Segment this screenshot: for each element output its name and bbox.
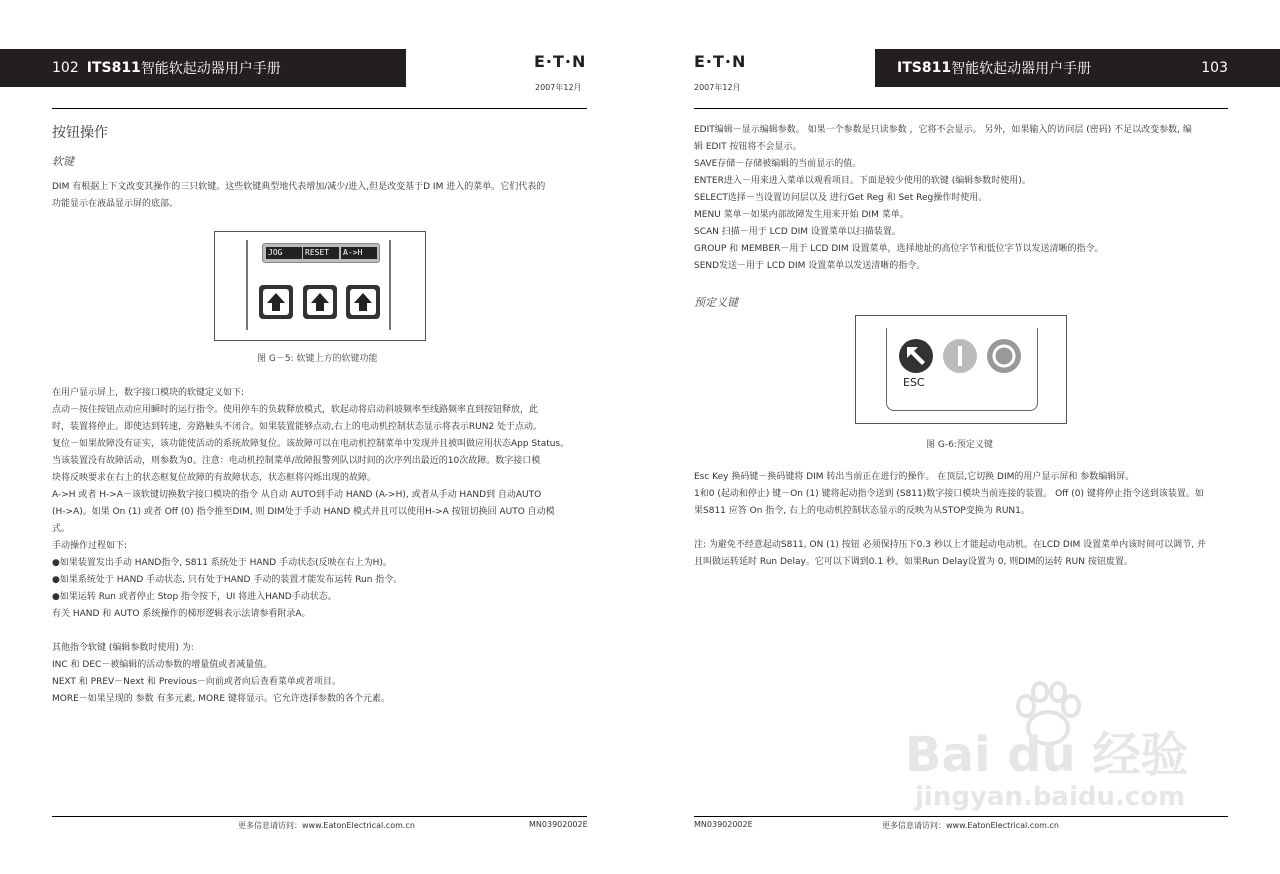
up-arrow-icon — [309, 291, 331, 313]
left-body — [52, 385, 569, 708]
body-line: 块将反映要求在右上的状态框复位故障的有故障状态，状态框将闪烁出现的故障。 — [52, 473, 377, 483]
softkey-2 — [303, 285, 337, 319]
right-sub-title: 预定义键 — [694, 296, 738, 309]
body-line: 注: 为避免不经意起动S811, ON (1) 按钮 必须保持压下0.3 秒以上才能起动电动机。在LCD DIM 设置菜单内该时间可以调节, 并 — [694, 540, 1206, 550]
left-page-number: 102 — [52, 60, 79, 76]
body-line: 式。 — [52, 524, 71, 534]
body-line: SELECT选择－当设置访问层以及 进行Get Reg 和 Set Reg操作时使用。 — [694, 193, 988, 203]
body-line: SAVE存储－存储被编辑的当前显示的值。 — [694, 159, 862, 169]
left-header-rule — [52, 108, 587, 109]
body-line: 1和0 (起动和停止) 键－On (1) 键将起动指令送到 (S811)数字接口模块当前连接的装置。 Off (0) 键将停止指令送到该装置。如 — [694, 489, 1204, 499]
esc-key-icon — [898, 338, 934, 374]
body-line: ENTER进入－用来进入菜单以观看项目。下面是较少使用的软键 (编辑参数时使用)。 — [694, 176, 1031, 186]
left-footer-doc-number: MN03902002E — [529, 820, 588, 829]
body-line: 果S811 应答 On 指令, 右上的电动机控制状态显示的反映为从STOP变换为 RUN1。 — [694, 506, 1030, 516]
left-eaton-logo: E·T·N — [534, 52, 587, 71]
body-line: 在用户显示屏上，数字接口模块的软键定义如下: — [52, 388, 245, 398]
body-line: ●如果系统处于 HAND 手动状态, 只有处于HAND 手动的装置才能发布运转 Run 指令。 — [52, 575, 403, 585]
body-line: SEND发送－用于 LCD DIM 设置菜单以发送清晰的指令。 — [694, 261, 926, 271]
softkey-3 — [346, 285, 380, 319]
left-header-bar — [0, 49, 406, 87]
left-intro — [52, 179, 545, 213]
body-line: 点动－按住按钮点动应用瞬时的运行指令。使用停车的负载释放模式，软起动将启动斜坡频率至线路频率直到按钮释放，此 — [52, 405, 539, 415]
left-title-rest: 智能软起动器用户手册 — [140, 61, 281, 77]
up-arrow-icon — [265, 291, 287, 313]
body-line: INC 和 DEC－被编辑的活动参数的增量值或者减量值。 — [52, 660, 273, 670]
lcd-label-jog: JOG — [266, 247, 302, 259]
softkey-figure — [214, 231, 426, 341]
lcd-label-reset: RESET — [303, 247, 339, 259]
intro-line: 功能显示在液晶显示屏的底部。 — [52, 199, 179, 209]
panel-edge — [246, 240, 248, 330]
right-date: 2007年12月 — [694, 83, 741, 92]
predefined-keys-figure — [855, 315, 1067, 424]
body-line: 手动操作过程如下: — [52, 541, 128, 551]
watermark-url: jingyan.baidu.com — [915, 782, 1186, 812]
body-line: 当该装置没有故障活动，则参数为0。注意：电动机控制菜单/故障报警列队以时间的次序列出最近的10次故障。数字接口模 — [52, 456, 541, 466]
softkey-1 — [259, 285, 293, 319]
body-line: A->H 或者 H->A－该软键切换数字接口模块的指令 从自动 AUTO到手动 HAND (A->H), 或者从手动 HAND到 自动AUTO — [52, 490, 542, 500]
right-footer-rule — [694, 816, 1228, 817]
body-line: MENU 菜单－如果内部故障发生用来开始 DIM 菜单。 — [694, 210, 909, 220]
body-line: 时，装置将停止。即使达到转速，旁路触头不闭合。如果装置能够点动,右上的电动机控制状态显示将表示RUN2 处于点动。 — [52, 422, 543, 432]
body-line: ●如果装置发出手动 HAND指令, S811 系统处于 HAND 手动状态(反映在右上为H)。 — [52, 558, 392, 568]
body-line: 复位－如果故障没有证实，该功能使活动的系统故障复位。该故障可以在电动机控制菜单中发现并且被叫做应用状态App Status。 — [52, 439, 570, 449]
body-line: MORE－如果呈现的 参数 有多元素, MORE 键将显示。它允许选择参数的各个元素。 — [52, 694, 390, 704]
start-key-icon — [942, 338, 978, 374]
body-line: (H->A)。如果 On (1) 或者 Off (0) 指令推至DIM, 则 DIM处于手动 HAND 模式并且可以使用H->A 按钮切换回 AUTO 自动模 — [52, 507, 555, 517]
body-line — [52, 623, 569, 640]
left-footer-website: 更多信息请访问：www.EatonElectrical.com.cn — [238, 821, 415, 830]
lcd-display — [262, 243, 380, 263]
body-line: 辑 EDIT 按钮将不会显示。 — [694, 142, 802, 152]
up-arrow-icon — [352, 291, 374, 313]
left-date: 2007年12月 — [535, 83, 582, 92]
left-sub-title: 软键 — [52, 155, 74, 168]
body-line: 其他指令软键 (编辑参数时使用) 为: — [52, 643, 194, 653]
watermark-brand: Bai du 经验 — [905, 727, 1189, 783]
right-header-rule — [694, 108, 1228, 109]
right-title-bold: ITS811 — [897, 60, 952, 76]
right-title-rest: 智能软起动器用户手册 — [951, 61, 1092, 77]
panel-edge — [389, 240, 391, 330]
left-footer-rule — [52, 816, 587, 817]
right-page-number: 103 — [1201, 60, 1228, 76]
body-line: 有关 HAND 和 AUTO 系统操作的梯形逻辑表示法请参看附录A。 — [52, 609, 311, 619]
right-footer-website: 更多信息请访问：www.EatonElectrical.com.cn — [882, 821, 1059, 830]
right-body-bottom — [694, 469, 1206, 571]
lcd-label-a-to-h: A->H — [341, 247, 377, 259]
intro-line: DIM 有根据上下文改变其操作的三只软键。这些软键典型地代表增加/减少/进入,但是改变基于D IM 进入的菜单。它们代表的 — [52, 182, 546, 192]
body-line: 且叫做运转延时 Run Delay。它可以下调到0.1 秒。如果Run Delay设置为 0, 则DIM的运转 RUN 按钮废置。 — [694, 557, 1133, 567]
esc-label: ESC — [903, 376, 925, 389]
left-section-title: 按钮操作 — [52, 125, 108, 141]
body-line: SCAN 扫描－用于 LCD DIM 设置菜单以扫描装置。 — [694, 227, 901, 237]
stop-key-icon — [986, 338, 1022, 374]
right-footer-doc-number: MN03902002E — [694, 820, 753, 829]
fig-g6-caption: 图 G-6:预定义键 — [926, 440, 993, 450]
fig-g5-caption: 图 G－5: 软键上方的软键功能 — [257, 354, 378, 364]
body-line — [694, 520, 1206, 537]
left-title-bold: ITS811 — [86, 60, 141, 76]
body-line: NEXT 和 PREV－Next 和 Previous－向前或者向后查看菜单或者项目。 — [52, 677, 341, 687]
body-line: ●如果运转 Run 或者停止 Stop 指令按下，UI 将进入HAND手动状态。 — [52, 592, 337, 602]
right-body-top — [694, 122, 1192, 275]
right-header-bar — [875, 49, 1280, 87]
body-line: GROUP 和 MEMBER－用于 LCD DIM 设置菜单，选择地址的高位字节和低位字节以发送清晰的指令。 — [694, 244, 1104, 254]
body-line: EDIT编辑－显示编辑参数。 如果一个参数是只读参数 ，它将不会显示。 另外，如果输入的访问层 (密码) 不足以改变参数, 编 — [694, 125, 1192, 135]
body-line: Esc Key 换码键－换码键将 DIM 转出当前正在进行的操作。 在顶层,它切换 DIM的用户显示屏和 参数编辑屏。 — [694, 472, 1135, 482]
right-eaton-logo: E·T·N — [694, 52, 747, 71]
